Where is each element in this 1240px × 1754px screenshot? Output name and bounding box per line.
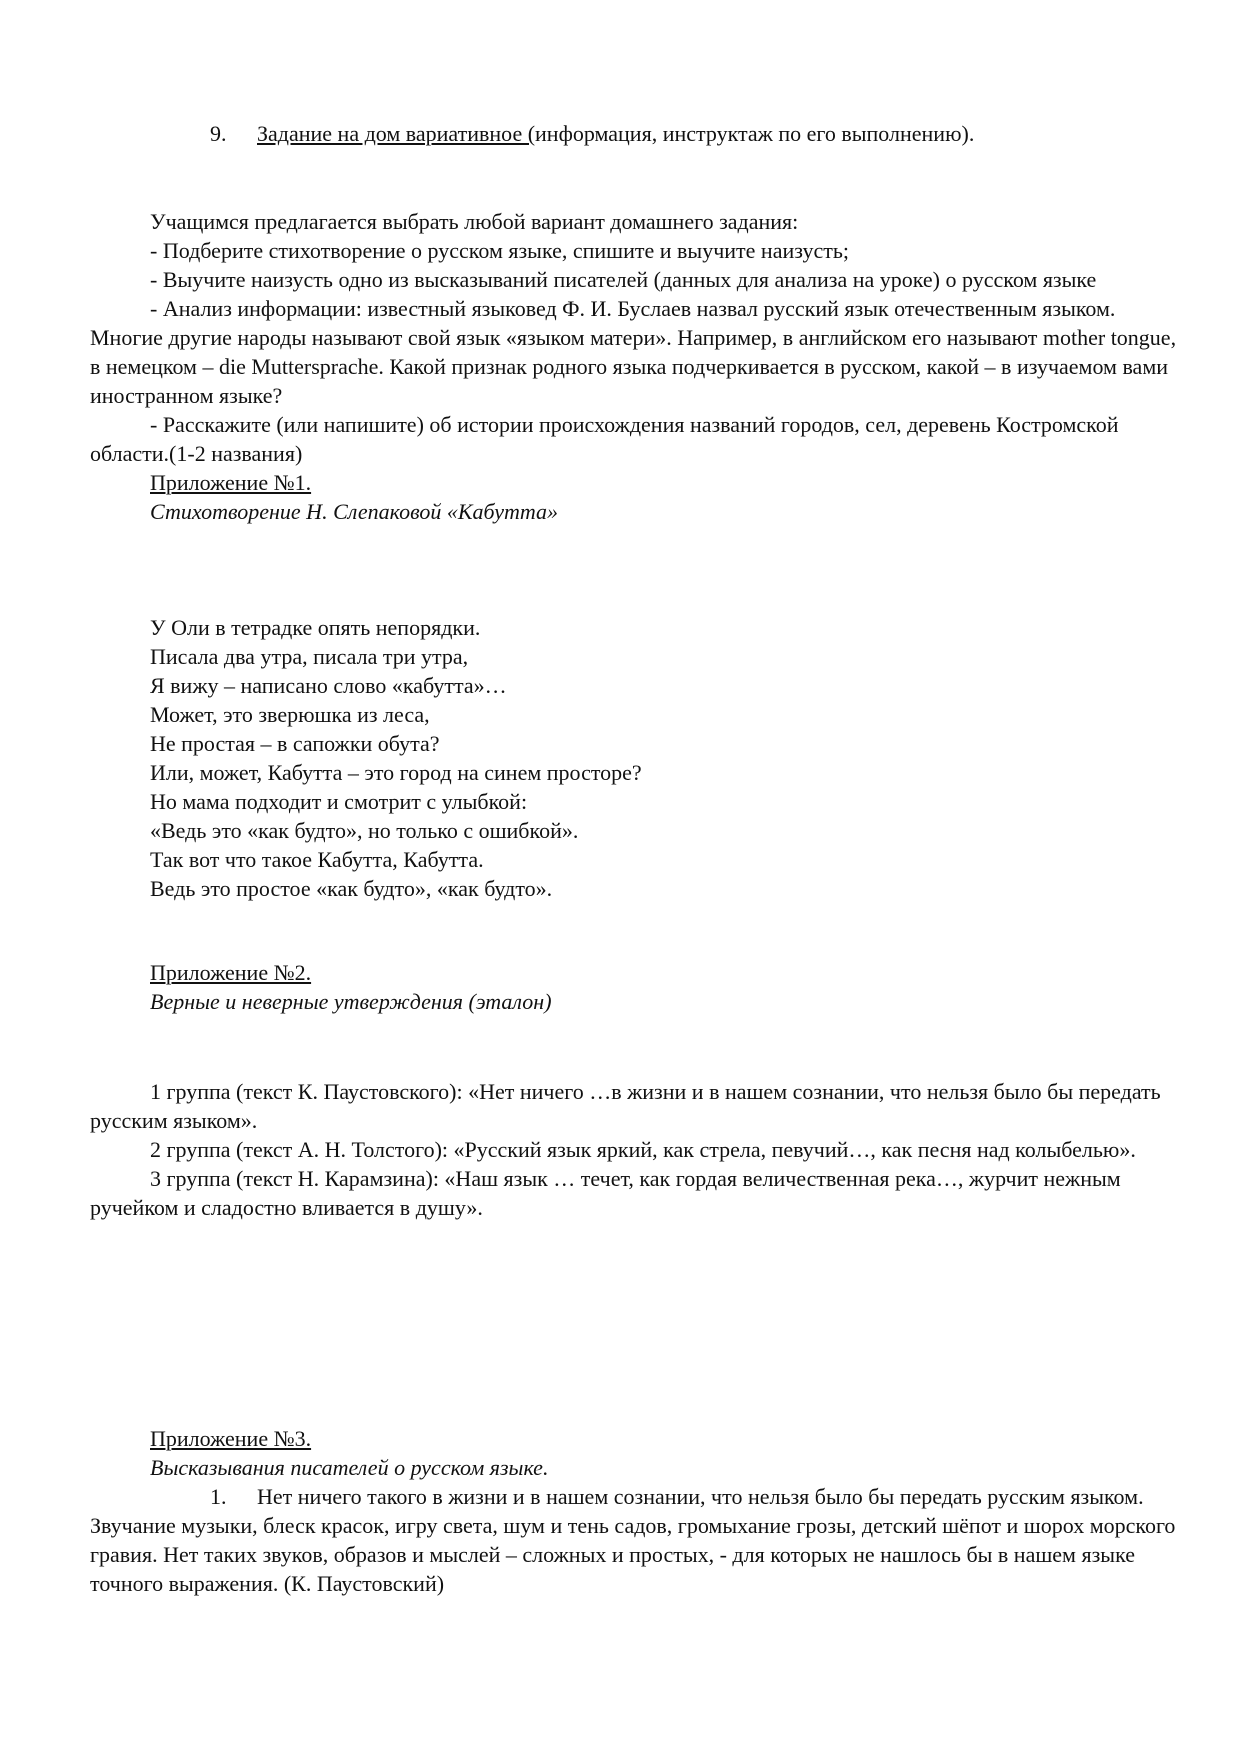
group-statement: 2 группа (текст А. Н. Толстого): «Русский язык яркий, как стрела, певучий…, как песня над колыбелью».: [150, 1137, 1136, 1162]
appendix-3-subtitle: Высказывания писателей о русском языке.: [150, 1455, 549, 1480]
quote-item: [90, 1482, 1180, 1598]
appendix-3: [90, 1424, 1180, 1598]
poem-line: Или, может, Кабутта – это город на синем просторе?: [150, 760, 642, 785]
poem-line: «Ведь это «как будто», но только с ошибкой».: [150, 818, 579, 843]
poem-line: У Оли в тетрадке опять непорядки.: [150, 615, 481, 640]
appendix-1-subtitle: Стихотворение Н. Слепаковой «Кабутта»: [150, 499, 559, 524]
poem-line: Так вот что такое Кабутта, Кабутта.: [150, 847, 484, 872]
poem: [90, 613, 1180, 903]
section-title-underlined: Задание на дом вариативное (: [257, 121, 536, 146]
homework-item: - Анализ информации: известный языковед Ф. И. Буслаев назвал русский язык отечественным языком. Многие другие народы называют свой язык «языком матери». Например, в английском его называют mother tongue, в немецком – die Muttersprache. Какой признак родного языка подчеркивается в русском, какой – в изучаемом вами иностранном языке?: [90, 296, 1177, 408]
homework-block: [90, 207, 1180, 526]
poem-line: Я вижу – написано слово «кабутта»…: [150, 673, 507, 698]
group-statement: 1 группа (текст К. Паустовского): «Нет ничего …в жизни и в нашем сознании, что нельзя было бы передать русским языком».: [90, 1079, 1161, 1133]
poem-line: Ведь это простое «как будто», «как будто».: [150, 876, 553, 901]
quote-number: 1.: [210, 1484, 227, 1509]
quote-text: Нет ничего такого в жизни и в нашем сознании, что нельзя было бы передать русским языком. Звучание музыки, блеск красок, игру света, шум и тень садов, громыхание грозы, детский шёпот и шорох морского гравия. Нет таких звуков, образов и мыслей – сложных и простых, - для которых не нашлось бы в нашем языке точного выражения. (К. Паустовский): [90, 1484, 1176, 1596]
appendix-2-subtitle: Верные и неверные утверждения (эталон): [150, 989, 552, 1014]
section-number: 9.: [210, 121, 227, 146]
poem-line: Писала два утра, писала три утра,: [150, 644, 469, 669]
poem-line: Не простая – в сапожки обута?: [150, 731, 440, 756]
poem-line: Может, это зверюшка из леса,: [150, 702, 430, 727]
homework-item: - Выучите наизусть одно из высказываний писателей (данных для анализа на уроке) о русском языке: [150, 267, 1097, 292]
section-title-rest: информация, инструктаж по его выполнению).: [535, 121, 975, 146]
poem-line: Но мама подходит и смотрит с улыбкой:: [150, 789, 528, 814]
appendix-2-header: [90, 958, 1180, 1016]
homework-intro: Учащимся предлагается выбрать любой вариант домашнего задания:: [150, 209, 799, 234]
group-statement: 3 группа (текст Н. Карамзина): «Наш язык … течет, как гордая величественная река…, журчит нежным ручейком и сладостно вливается в душу».: [90, 1166, 1121, 1220]
appendix-1-heading: Приложение №1.: [150, 470, 312, 495]
appendix-3-heading: Приложение №3.: [150, 1426, 312, 1451]
appendix-2-groups: [90, 1077, 1180, 1222]
homework-item: - Расскажите (или напишите) об истории происхождения названий городов, сел, деревень Костромской области.(1-2 названия): [90, 412, 1119, 466]
section-9-heading: [90, 119, 1180, 148]
homework-item: - Подберите стихотворение о русском языке, спишите и выучите наизусть;: [150, 238, 849, 263]
appendix-2-heading: Приложение №2.: [150, 960, 312, 985]
